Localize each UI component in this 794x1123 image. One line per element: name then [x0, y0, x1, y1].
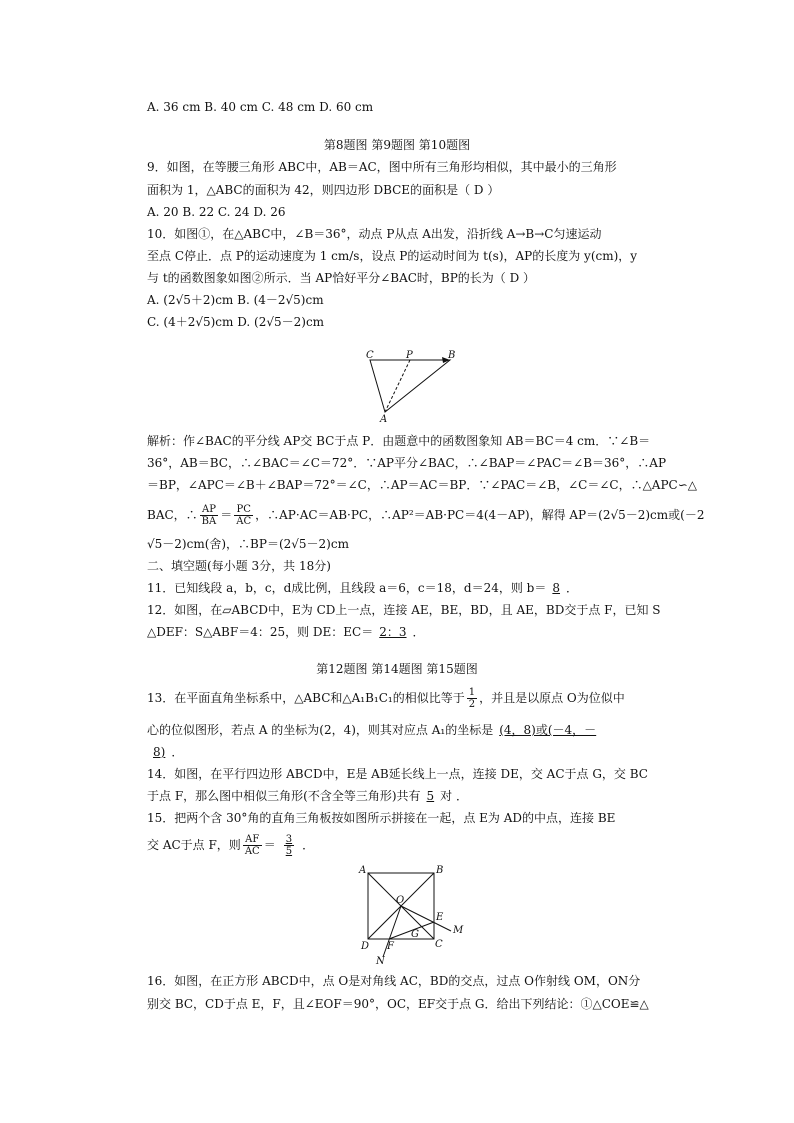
q10-options-ab: A. (2√5＋2)cm B. (4－2√5)cm — [147, 293, 324, 307]
label-g: G — [411, 929, 419, 940]
q10-line2: 至点 C停止．点 P的运动速度为 1 cm/s，设点 P的运动时间为 t(s)，AP的长度为 y(cm)，y — [147, 249, 638, 263]
fraction-af-ac: $\frac{AF}{AC}$ — [244, 834, 260, 857]
q15-line1: 15．把两个含 30°角的直角三角板按如图所示拼接在一起，点 E为 AD的中点，连接 BE — [147, 811, 616, 825]
q15-text: 交 AC于点 F，则 — [147, 838, 241, 852]
fraction-ap-ba: $\frac{AP}{BA}$ — [201, 504, 217, 527]
q11: 11．已知线段 a，b，c，d成比例，且线段 a＝6，c＝18，d＝24，则 b＝ 8 ． — [147, 581, 579, 595]
q9-options: A. 20 B. 22 C. 24 D. 26 — [147, 205, 286, 219]
q13-line3: 8) ． — [147, 742, 183, 762]
q8-options: A. 36 cm B. 40 cm C. 48 cm D. 60 cm — [147, 100, 374, 114]
solution-line5: √5－2)cm(舍)，∴BP＝(2√5－2)cm — [147, 537, 349, 551]
q11-text: 11．已知线段 a，b，c，d成比例，且线段 a＝6，c＝18，d＝24，则 b＝ — [147, 581, 547, 595]
q13-answer: (4，8)或(－4，－ — [499, 723, 597, 737]
q11-answer: 8 — [552, 581, 561, 595]
q16-line2: 别交 BC，CD于点 E，F，且∠EOF＝90°，OC，EF交于点 G．给出下列结论：①△COE≌△ — [147, 997, 649, 1011]
label-e: E — [436, 912, 444, 923]
solution-line1: 解析：作∠BAC的平分线 AP交 BC于点 P．由题意中的函数图象知 AB＝BC＝4 cm．∵∠B＝ — [147, 434, 651, 448]
solution-line3: ＝BP，∠APC＝∠B＋∠BAP＝72°＝∠C，∴AP＝AC＝BP．∵∠PAC＝∠B，∠C＝∠C，∴△APC∽△ — [147, 478, 697, 492]
q10-line3: 与 t的函数图象如图②所示．当 AP恰好平分∠BAC时，BP的长为（ D ） — [147, 271, 536, 285]
q9-line2: 面积为 1，△ABC的面积为 42，则四边形 DBCE的面积是（ D ） — [147, 183, 500, 197]
triangle-abc — [370, 360, 450, 412]
equals-sign: ＝ — [220, 508, 233, 522]
q10-triangle-figure — [360, 348, 470, 425]
label-c: C — [435, 939, 443, 950]
q10-line1: 10．如图①，在△ABC中，∠B＝36°，动点 P从点 A出发，沿折线 A→B→C匀速运动 — [147, 227, 602, 241]
label-a: A — [380, 414, 388, 425]
solution-text: BAC，∴ — [147, 508, 198, 522]
q13-text: ，并且是以原点 O为位似中 — [479, 691, 625, 705]
label-f: F — [387, 941, 394, 952]
q13-line2 — [147, 720, 602, 740]
q12-line1: 12．如图，在▱ABCD中，E为 CD上一点，连接 AE，BE，BD，且 AE，BD交于点 F，已知 S — [147, 603, 661, 617]
label-a: A — [359, 865, 367, 876]
figure-caption-8-9-10: 第8题图 第9题图 第10题图 — [323, 138, 471, 152]
q16-square-figure — [356, 865, 466, 965]
label-n: N — [376, 956, 385, 967]
q14-answer: 5 — [426, 789, 435, 803]
section-title: 二、填空题(每小题 3分，共 18分) — [147, 559, 331, 573]
q13-text: 13．在平面直角坐标系中，△ABC和△A₁B₁C₁的相似比等于 — [147, 691, 465, 705]
label-o: O — [396, 895, 405, 906]
label-m: M — [453, 925, 464, 936]
q12-answer: 2：3 — [379, 625, 407, 639]
label-p: P — [406, 350, 413, 361]
fraction-one-half: $\frac{1}{2}$ — [468, 687, 476, 710]
q12-text: △DEF：S△ABF＝4：25，则 DE：EC＝ — [147, 625, 374, 639]
fraction-pc-ac: $\frac{PC}{AC}$ — [236, 504, 252, 527]
q16-line1: 16．如图，在正方形 ABCD中，点 O是对角线 AC，BD的交点，过点 O作射线 OM，ON分 — [147, 974, 641, 988]
label-b: B — [436, 865, 444, 876]
q14-line1: 14．如图，在平行四边形 ABCD中，E是 AB延长线上一点，连接 DE，交 AC于点 G，交 BC — [147, 767, 648, 781]
bisector-ap — [385, 360, 410, 412]
q14-text: 于点 F，那么图中相似三角形(不含全等三角形)共有 — [147, 789, 421, 803]
q15-line2: 交 AC于点 F，则 $\frac{AF}{AC}$ ＝ $\frac{3}{5}$ ． — [147, 834, 315, 857]
figure-caption-12-14-15: 第12题图 第14题图 第15题图 — [316, 662, 478, 676]
solution-text: ，∴AP·AC＝AB·PC，∴AP²＝AB·PC＝4(4－AP)，解得 AP＝(2√5－2)cm或(－2 — [255, 508, 705, 522]
q10-options-cd: C. (4＋2√5)cm D. (2√5－2)cm — [147, 315, 325, 329]
label-b: B — [448, 350, 456, 361]
label-d: D — [361, 941, 370, 952]
q9-line1: 9．如图，在等腰三角形 ABC中，AB＝AC，图中所有三角形均相似，其中最小的三角形 — [147, 160, 617, 174]
q14-line2: 于点 F，那么图中相似三角形(不含全等三角形)共有 5 对 ． — [147, 789, 468, 803]
q15-answer: $\frac{3}{5}$ — [285, 834, 293, 857]
q13-answer-cont: 8) — [153, 745, 166, 759]
solution-line2: 36°，AB＝BC，∴∠BAC＝∠C＝72°．∵AP平分∠BAC，∴∠BAP＝∠PAC＝∠B＝36°，∴AP — [147, 456, 667, 470]
ray-om — [401, 906, 451, 931]
q13-text: 心的位似图形，若点 A 的坐标为(2，4)，则其对应点 A₁的坐标是 — [147, 723, 494, 737]
solution-line4 — [147, 503, 704, 527]
label-c: C — [366, 350, 374, 361]
q12-line2: △DEF：S△ABF＝4：25，则 DE：EC＝ 2：3 ． — [147, 625, 425, 639]
q13-line1 — [147, 686, 625, 710]
